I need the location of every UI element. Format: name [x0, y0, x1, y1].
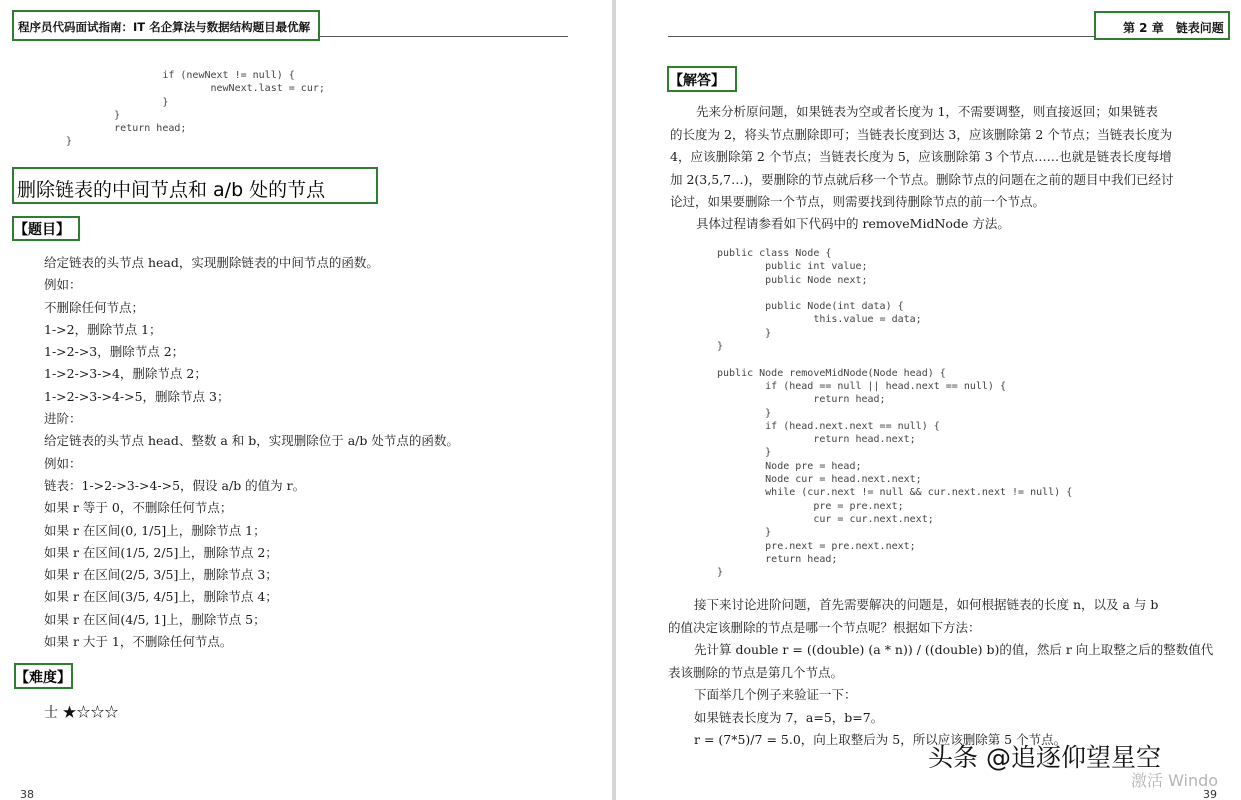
header-rule	[668, 36, 1094, 37]
section-title: 删除链表的中间节点和 a/b 处的节点	[17, 179, 326, 201]
paragraph-line: r = (7*5)/7 = 5.0，向上取整后为 5，所以应该删除第 5 个节点。	[694, 732, 1067, 747]
problem-line: 给定链表的头节点 head、整数 a 和 b，实现删除位于 a/b 处节点的函数。	[44, 433, 459, 449]
paragraph-line: 的长度为 2，将头节点删除即可；当链表长度到达 3，应该删除第 2 个节点；当链表长度为	[670, 126, 1173, 142]
problem-line: 如果 r 在区间(2/5, 3/5]上，删除节点 3；	[44, 567, 278, 583]
paragraph-line: 下面举几个例子来验证一下：	[694, 687, 857, 702]
answer-tag: 【解答】	[669, 73, 725, 89]
paragraph-line: 论过，如果要删除一个节点，则需要找到待删除节点的前一个节点。	[670, 194, 1046, 209]
problem-line: 例如：	[44, 277, 82, 293]
problem-line: 如果 r 等于 0，不删除任何节点；	[44, 500, 233, 516]
paragraph-line: 加 2(3,5,7…)，要删除的节点就后移一个节点。删除节点的问题在之前的题目中我们已经讨	[670, 171, 1174, 187]
advanced-problem-paragraph	[668, 594, 1213, 752]
page-number-left: 38	[20, 788, 34, 800]
header-rule	[320, 36, 568, 37]
problem-line: 不删除任何节点；	[44, 299, 145, 315]
code-tail: if (newNext != null) { newNext.last = cur; } } return head; }	[66, 70, 325, 148]
problem-line: 如果 r 在区间(1/5, 2/5]上，删除节点 2；	[44, 544, 278, 560]
paragraph-line: 如果链表长度为 7，a=5，b=7。	[694, 709, 884, 725]
code-intro-line: 具体过程请参看如下代码中的 removeMidNode 方法。	[696, 216, 1010, 231]
problem-description	[44, 252, 459, 653]
problem-line: 如果 r 在区间(3/5, 4/5]上，删除节点 4；	[44, 589, 278, 605]
paragraph-line: 接下来讨论进阶问题，首先需要解决的问题是，如何根据链表的长度 n，以及 a 与 b	[694, 597, 1159, 612]
problem-line: 1->2->3->4，删除节点 2；	[44, 366, 207, 382]
problem-line: 如果 r 在区间(0, 1/5]上，删除节点 1；	[44, 522, 266, 538]
paragraph-line: 先来分析原问题，如果链表为空或者长度为 1，不需要调整，则直接返回；如果链表	[696, 104, 1158, 119]
left-page	[0, 0, 612, 800]
paragraph-line: 先计算 double r = ((double) (a * n)) / ((double) b)的值，然后 r 向上取整之后的整数值代	[694, 642, 1214, 657]
problem-line: 1->2->3->4->5，删除节点 3；	[44, 388, 230, 404]
paragraph-line: 表该删除的节点是第几个节点。	[668, 664, 844, 680]
difficulty-rating: 士 ★☆☆☆	[44, 705, 119, 721]
problem-line: 如果 r 大于 1，不删除任何节点。	[44, 634, 233, 650]
toutiao-watermark: 头条 @追逐仰望星空	[928, 743, 1161, 772]
chapter-header: 第 2 章 链表问题	[1123, 21, 1224, 35]
problem-line: 链表：1->2->3->4->5，假设 a/b 的值为 r。	[44, 477, 306, 493]
problem-line: 进阶：	[44, 411, 82, 427]
page-number-right: 39	[1203, 788, 1217, 800]
paragraph-line: 的值决定该删除的节点是哪一个节点呢？根据如下方法：	[668, 619, 981, 635]
book-header: 程序员代码面试指南：IT 名企算法与数据结构题目最优解	[18, 20, 311, 34]
problem-line: 1->2，删除节点 1；	[44, 321, 162, 337]
problem-line: 1->2->3，删除节点 2；	[44, 344, 185, 360]
paragraph-line: 4，应该删除第 2 个节点；当链表长度为 5，应该删除第 3 个节点……也就是链表长度每增	[670, 149, 1172, 164]
difficulty-tag: 【难度】	[15, 670, 71, 686]
problem-tag: 【题目】	[14, 222, 70, 238]
problem-line: 给定链表的头节点 head，实现删除链表的中间节点的函数。	[44, 255, 379, 270]
right-page	[616, 0, 1241, 800]
activate-windows-overlay: 激活 Windo	[1131, 771, 1219, 790]
answer-intro-paragraph	[670, 101, 1174, 214]
remove-mid-node-code: public class Node { public int value; public Node next; public Node(int data) { this.value = data; } } public Node removeMidNode(Node head) { if (head == null || head.next == null) { return head; } if (head.next.next == null) { return head.next; } Node pre = head; Node cur = head.next.next; while (cur.next != null && cur.next.next != null) { pre = pre.next; cur = cur.next.next; } pre.next = pre.next.next; return head; }	[717, 248, 1073, 579]
problem-line: 如果 r 在区间(4/5, 1]上，删除节点 5；	[44, 611, 266, 627]
problem-line: 例如：	[44, 455, 82, 471]
